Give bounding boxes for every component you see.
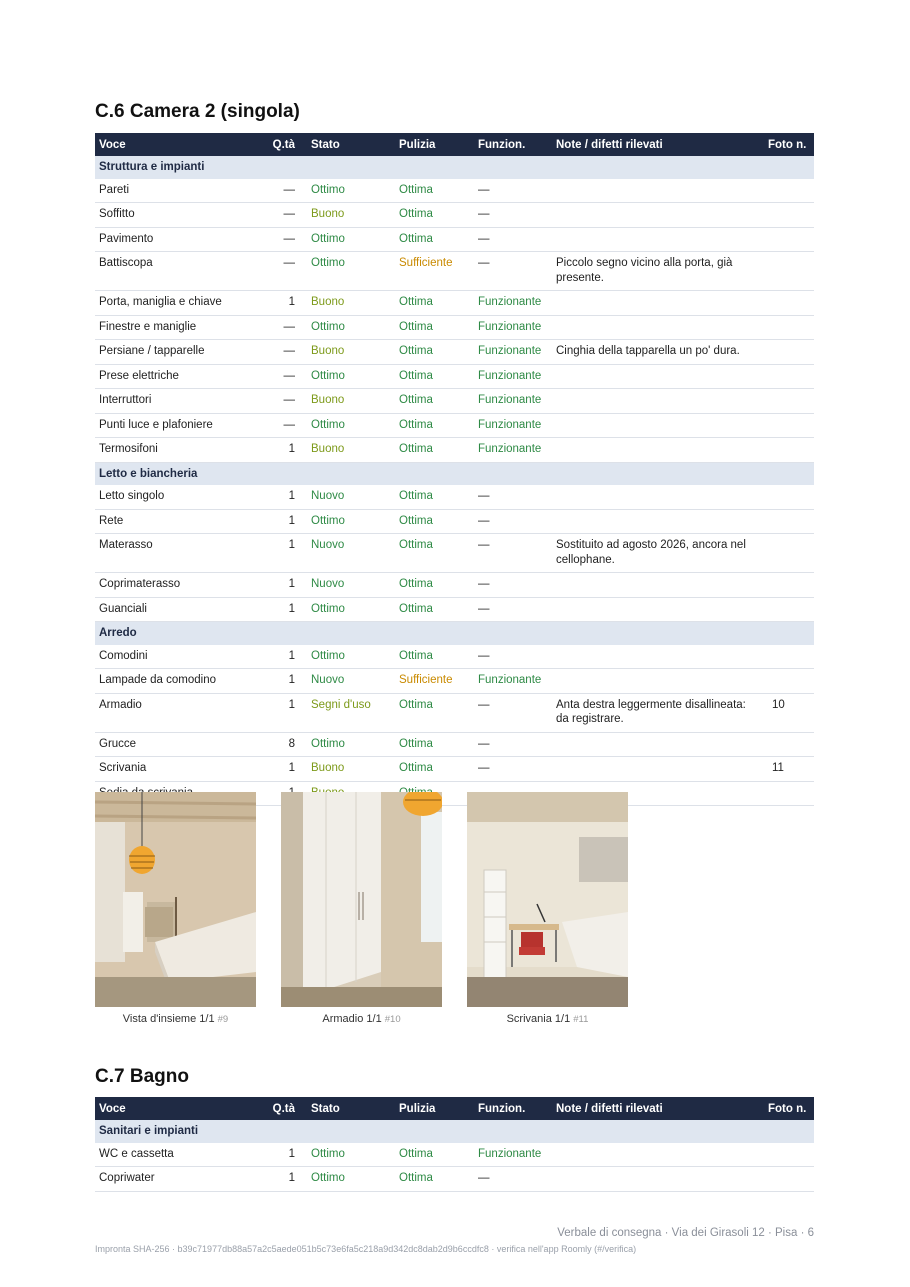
item-name: Guanciali — [95, 597, 260, 622]
item-note: Cinghia della tapparella un po' dura. — [552, 340, 764, 365]
item-foto — [764, 203, 814, 228]
group-label: Struttura e impianti — [95, 156, 814, 179]
item-note — [552, 1167, 764, 1192]
item-foto — [764, 389, 814, 414]
page-footer: Verbale di consegna · Via dei Girasoli 12 · Pisa · 6 — [557, 1227, 814, 1239]
table-row — [95, 252, 814, 291]
inventory-table-bagno — [95, 1097, 814, 1192]
table-row — [95, 438, 814, 463]
table-row — [95, 693, 814, 732]
item-note — [552, 645, 764, 669]
item-note: Piccolo segno vicino alla porta, già presente. — [552, 252, 764, 291]
item-qty: 1 — [260, 757, 307, 782]
item-pulizia: Ottima — [395, 757, 474, 782]
item-stato: Buono — [307, 438, 395, 463]
item-stato: Buono — [307, 389, 395, 414]
item-funzion: — — [474, 534, 552, 573]
item-name: Pareti — [95, 179, 260, 203]
item-note — [552, 438, 764, 463]
item-name: Battiscopa — [95, 252, 260, 291]
col-note: Note / difetti rilevati — [552, 133, 764, 156]
item-funzion: — — [474, 203, 552, 228]
item-funzion: — — [474, 693, 552, 732]
item-funzion: — — [474, 645, 552, 669]
item-foto: 11 — [764, 757, 814, 782]
item-note — [552, 179, 764, 203]
item-pulizia: Sufficiente — [395, 252, 474, 291]
item-funzion: Funzionante — [474, 1143, 552, 1167]
item-foto: 10 — [764, 693, 814, 732]
item-funzion: — — [474, 485, 552, 509]
item-foto — [764, 315, 814, 340]
item-qty: 1 — [260, 438, 307, 463]
item-name: Persiane / tapparelle — [95, 340, 260, 365]
item-funzion: — — [474, 509, 552, 534]
item-funzion: Funzionante — [474, 413, 552, 438]
item-stato: Ottimo — [307, 364, 395, 389]
item-qty: — — [260, 389, 307, 414]
photo-caption: Vista d'insieme 1/1 #9 — [122, 1013, 229, 1025]
item-funzion: Funzionante — [474, 364, 552, 389]
item-stato: Buono — [307, 291, 395, 316]
item-qty: 1 — [260, 573, 307, 598]
col-voce: Voce — [95, 133, 260, 156]
item-foto — [764, 645, 814, 669]
group-label: Sanitari e impianti — [95, 1120, 814, 1143]
item-qty: — — [260, 227, 307, 252]
item-foto — [764, 364, 814, 389]
item-note — [552, 597, 764, 622]
item-stato: Ottimo — [307, 1143, 395, 1167]
item-foto — [764, 573, 814, 598]
item-name: Letto singolo — [95, 485, 260, 509]
item-stato: Nuovo — [307, 534, 395, 573]
item-note — [552, 364, 764, 389]
item-name: Rete — [95, 509, 260, 534]
item-stato: Ottimo — [307, 252, 395, 291]
item-foto — [764, 669, 814, 694]
item-pulizia: Ottima — [395, 203, 474, 228]
item-note: Sostituito ad agosto 2026, ancora nel cellophane. — [552, 534, 764, 573]
table-row — [95, 291, 814, 316]
col-foto: Foto n. — [764, 133, 814, 156]
item-pulizia: Ottima — [395, 340, 474, 365]
item-qty: — — [260, 252, 307, 291]
item-name: Armadio — [95, 693, 260, 732]
table-row — [95, 669, 814, 694]
col-note: Note / difetti rilevati — [552, 1097, 764, 1120]
item-pulizia: Ottima — [395, 597, 474, 622]
group-label: Arredo — [95, 622, 814, 645]
table-group-row — [95, 462, 814, 485]
item-qty: — — [260, 340, 307, 365]
item-qty: — — [260, 364, 307, 389]
item-foto — [764, 485, 814, 509]
hash-footer: Impronta SHA-256 · b39c71977db88a57a2c5aede051b5c73e6fa5c218a9d342dc8dab2d9b6ccdfc8 · verifica nell'app Roomly (#/verifica) — [95, 1244, 637, 1254]
item-foto — [764, 1143, 814, 1167]
col-stato: Stato — [307, 133, 395, 156]
photo-caption: Scrivania 1/1 #11 — [506, 1013, 589, 1025]
item-note — [552, 389, 764, 414]
item-pulizia: Ottima — [395, 1167, 474, 1192]
section-title-bagno: C.7 Bagno — [95, 1066, 189, 1087]
item-stato: Buono — [307, 203, 395, 228]
item-funzion: Funzionante — [474, 291, 552, 316]
item-pulizia: Ottima — [395, 364, 474, 389]
item-note — [552, 203, 764, 228]
item-foto — [764, 252, 814, 291]
item-name: Comodini — [95, 645, 260, 669]
item-stato: Ottimo — [307, 227, 395, 252]
item-name: Grucce — [95, 732, 260, 757]
item-funzion: Funzionante — [474, 438, 552, 463]
item-funzion: Funzionante — [474, 389, 552, 414]
item-note — [552, 227, 764, 252]
table-header — [95, 133, 814, 156]
item-foto — [764, 413, 814, 438]
desk-photo[interactable] — [467, 792, 628, 1007]
col-voce: Voce — [95, 1097, 260, 1120]
item-funzion: — — [474, 573, 552, 598]
table-row — [95, 534, 814, 573]
item-note — [552, 757, 764, 782]
item-note — [552, 573, 764, 598]
item-note — [552, 315, 764, 340]
item-stato: Ottimo — [307, 315, 395, 340]
item-qty: 1 — [260, 693, 307, 732]
item-pulizia: Ottima — [395, 227, 474, 252]
col-funzion: Funzion. — [474, 1097, 552, 1120]
item-funzion: Funzionante — [474, 315, 552, 340]
item-pulizia: Ottima — [395, 389, 474, 414]
item-stato: Ottimo — [307, 597, 395, 622]
item-stato: Ottimo — [307, 732, 395, 757]
photo-card[interactable] — [281, 792, 442, 1025]
item-name: Finestre e maniglie — [95, 315, 260, 340]
table-group-row — [95, 156, 814, 179]
item-name: Coprimaterasso — [95, 573, 260, 598]
item-pulizia: Ottima — [395, 438, 474, 463]
item-qty: 1 — [260, 1143, 307, 1167]
item-note — [552, 509, 764, 534]
item-qty: — — [260, 203, 307, 228]
item-foto — [764, 340, 814, 365]
table-row — [95, 413, 814, 438]
item-foto — [764, 291, 814, 316]
item-foto — [764, 534, 814, 573]
item-qty: 8 — [260, 732, 307, 757]
col-funzion: Funzion. — [474, 133, 552, 156]
item-name: Prese elettriche — [95, 364, 260, 389]
item-pulizia: Ottima — [395, 413, 474, 438]
item-funzion: — — [474, 1167, 552, 1192]
item-foto — [764, 179, 814, 203]
item-name: Interruttori — [95, 389, 260, 414]
item-qty: 1 — [260, 509, 307, 534]
item-funzion: Funzionante — [474, 669, 552, 694]
inventory-table-camera — [95, 133, 814, 806]
item-note — [552, 669, 764, 694]
item-name: Pavimento — [95, 227, 260, 252]
item-foto — [764, 732, 814, 757]
item-qty: 1 — [260, 669, 307, 694]
col-foto: Foto n. — [764, 1097, 814, 1120]
item-foto — [764, 438, 814, 463]
item-qty: — — [260, 413, 307, 438]
item-pulizia: Sufficiente — [395, 669, 474, 694]
table-row — [95, 315, 814, 340]
item-name: Soffitto — [95, 203, 260, 228]
col-qta: Q.tà — [260, 1097, 307, 1120]
item-qty: 1 — [260, 291, 307, 316]
table-row — [95, 757, 814, 782]
item-qty: 1 — [260, 597, 307, 622]
item-note — [552, 732, 764, 757]
item-name: Punti luce e plafoniere — [95, 413, 260, 438]
item-stato: Nuovo — [307, 573, 395, 598]
item-qty: 1 — [260, 645, 307, 669]
item-foto — [764, 509, 814, 534]
table-row — [95, 179, 814, 203]
photo-caption: Armadio 1/1 #10 — [322, 1013, 401, 1025]
col-pulizia: Pulizia — [395, 133, 474, 156]
item-name: Materasso — [95, 534, 260, 573]
table-row — [95, 340, 814, 365]
table-group-row — [95, 622, 814, 645]
table-row — [95, 732, 814, 757]
group-label: Letto e biancheria — [95, 462, 814, 485]
item-pulizia: Ottima — [395, 732, 474, 757]
table-row — [95, 509, 814, 534]
table-row — [95, 1167, 814, 1192]
item-funzion: — — [474, 179, 552, 203]
item-qty: 1 — [260, 1167, 307, 1192]
item-name: Termosifoni — [95, 438, 260, 463]
item-pulizia: Ottima — [395, 1143, 474, 1167]
item-stato: Nuovo — [307, 485, 395, 509]
item-foto — [764, 597, 814, 622]
table-group-row — [95, 1120, 814, 1143]
wardrobe-photo[interactable] — [281, 792, 442, 1007]
item-pulizia: Ottima — [395, 645, 474, 669]
item-stato: Nuovo — [307, 669, 395, 694]
table-row — [95, 203, 814, 228]
table-row — [95, 573, 814, 598]
room-overview-photo[interactable] — [95, 792, 256, 1007]
table-row — [95, 485, 814, 509]
item-qty: — — [260, 315, 307, 340]
item-qty: 1 — [260, 485, 307, 509]
item-name: Lampade da comodino — [95, 669, 260, 694]
item-note — [552, 291, 764, 316]
col-qta: Q.tà — [260, 133, 307, 156]
item-stato: Ottimo — [307, 509, 395, 534]
table-row — [95, 227, 814, 252]
item-qty: 1 — [260, 534, 307, 573]
item-pulizia: Ottima — [395, 291, 474, 316]
table-row — [95, 389, 814, 414]
photo-strip — [95, 792, 814, 1032]
item-stato: Ottimo — [307, 1167, 395, 1192]
table-header — [95, 1097, 814, 1120]
item-note — [552, 413, 764, 438]
item-foto — [764, 227, 814, 252]
item-name: Scrivania — [95, 757, 260, 782]
table-row — [95, 645, 814, 669]
item-pulizia: Ottima — [395, 485, 474, 509]
item-stato: Buono — [307, 340, 395, 365]
item-note — [552, 1143, 764, 1167]
item-name: Porta, maniglia e chiave — [95, 291, 260, 316]
item-pulizia: Ottima — [395, 534, 474, 573]
item-name: Copriwater — [95, 1167, 260, 1192]
table-row — [95, 1143, 814, 1167]
item-stato: Ottimo — [307, 645, 395, 669]
item-foto — [764, 1167, 814, 1192]
item-note: Anta destra leggermente disallineata: da registrare. — [552, 693, 764, 732]
item-stato: Ottimo — [307, 179, 395, 203]
item-pulizia: Ottima — [395, 315, 474, 340]
col-stato: Stato — [307, 1097, 395, 1120]
photo-card[interactable] — [95, 792, 256, 1025]
item-qty: — — [260, 179, 307, 203]
item-pulizia: Ottima — [395, 509, 474, 534]
item-funzion: — — [474, 757, 552, 782]
item-funzion: — — [474, 227, 552, 252]
col-pulizia: Pulizia — [395, 1097, 474, 1120]
item-funzion: Funzionante — [474, 340, 552, 365]
photo-card[interactable] — [467, 792, 628, 1025]
item-funzion: — — [474, 252, 552, 291]
item-name: WC e cassetta — [95, 1143, 260, 1167]
item-stato: Buono — [307, 757, 395, 782]
item-note — [552, 485, 764, 509]
section-title-camera: C.6 Camera 2 (singola) — [95, 101, 300, 122]
table-row — [95, 364, 814, 389]
item-stato: Segni d'uso — [307, 693, 395, 732]
item-funzion: — — [474, 597, 552, 622]
item-stato: Ottimo — [307, 413, 395, 438]
item-pulizia: Ottima — [395, 693, 474, 732]
item-pulizia: Ottima — [395, 573, 474, 598]
table-row — [95, 597, 814, 622]
item-pulizia: Ottima — [395, 179, 474, 203]
item-funzion: — — [474, 732, 552, 757]
